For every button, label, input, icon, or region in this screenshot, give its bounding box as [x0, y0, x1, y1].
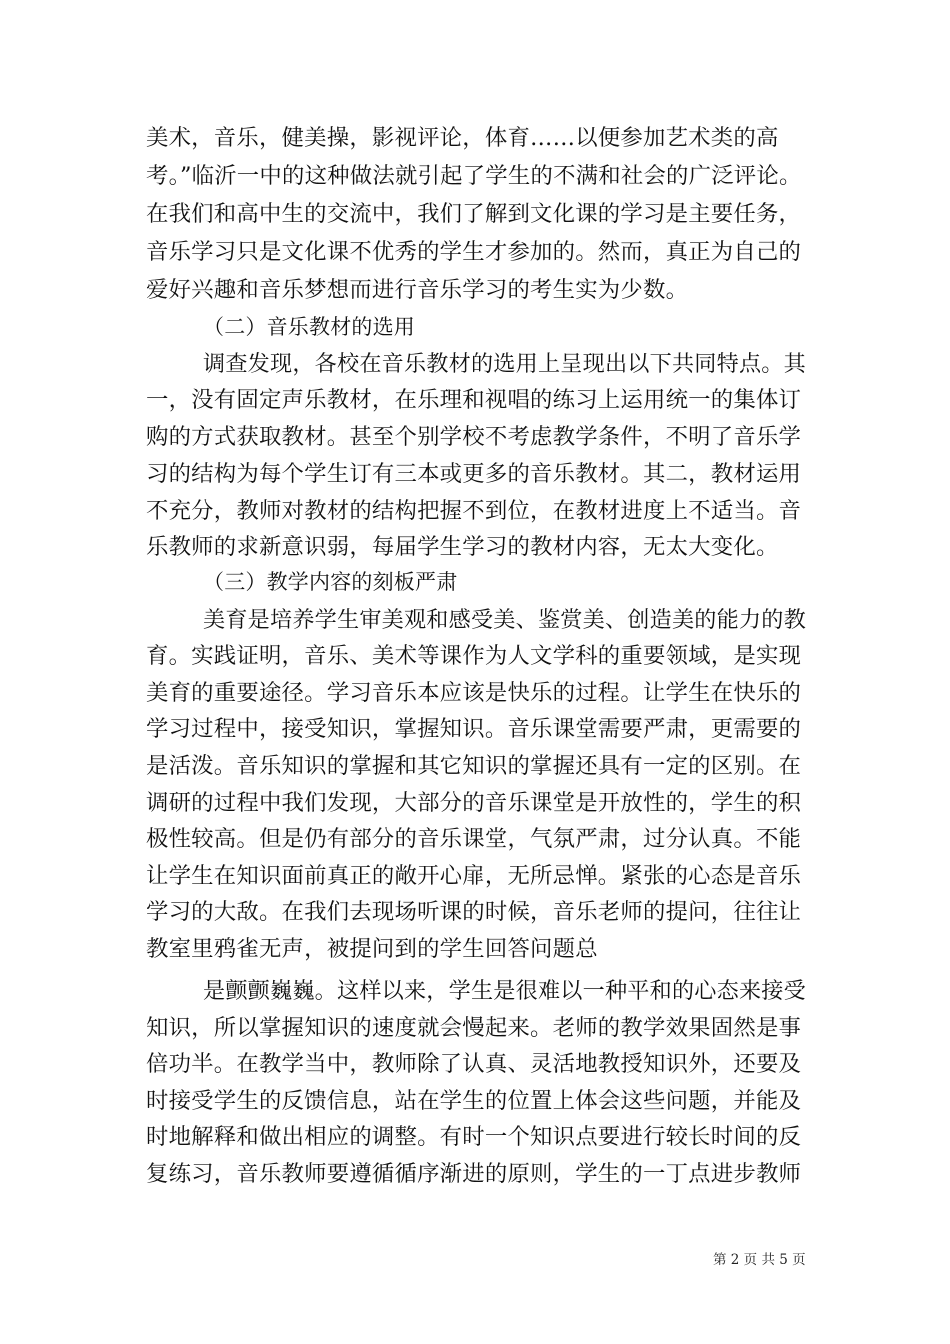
text-line: 是活泼。音乐知识的掌握和其它知识的掌握还具有一定的区别。在 [146, 753, 802, 779]
text-line: 乐教师的求新意识弱，每届学生学习的教材内容，无太大变化。 [146, 534, 779, 560]
text-line: 调研的过程中我们发现，大部分的音乐课堂是开放性的，学生的积 [146, 790, 802, 816]
section-heading: （二）音乐教材的选用 [203, 315, 415, 339]
text-line: 知识，所以掌握知识的速度就会慢起来。老师的教学效果固然是事 [146, 1015, 802, 1041]
text-line: 让学生在知识面前真正的敞开心扉，无所忌惮。紧张的心态是音乐 [146, 863, 802, 889]
text-line: 在我们和高中生的交流中，我们了解到文化课的学习是主要任务， [146, 201, 802, 227]
text-line: 美育的重要途径。学习音乐本应该是快乐的过程。让学生在快乐的 [146, 680, 802, 706]
paragraph-first-line: 是颤颤巍巍。这样以来，学生是很难以一种平和的心态来接受 [203, 978, 806, 1004]
text-line: 学习过程中，接受知识，掌握知识。音乐课堂需要严肃，更需要的 [146, 716, 802, 742]
paragraph-first-line: 调查发现，各校在音乐教材的选用上呈现出以下共同特点。其 [203, 351, 806, 377]
text-line: 时接受学生的反馈信息，站在学生的位置上体会这些问题，并能及 [146, 1088, 802, 1114]
page-number-footer: 第 2 页 共 5 页 [713, 1252, 806, 1268]
text-line: 购的方式获取教材。甚至个别学校不考虑教学条件，不明了音乐学 [146, 424, 802, 450]
text-line: 音乐学习只是文化课不优秀的学生才参加的。然而，真正为自己的 [146, 239, 802, 265]
text-line: 一，没有固定声乐教材，在乐理和视唱的练习上运用统一的集体订 [146, 387, 802, 413]
text-line: 时地解释和做出相应的调整。有时一个知识点要进行较长时间的反 [146, 1124, 802, 1150]
text-line: 美术，音乐，健美操，影视评论，体育……以便参加艺术类的高 [146, 125, 779, 151]
text-line: 复练习，音乐教师要遵循循序渐进的原则，学生的一丁点进步教师 [146, 1161, 802, 1187]
text-line: 学习的大敌。在我们去现场听课的时候，音乐老师的提问，往往让 [146, 899, 802, 925]
section-heading: （三）教学内容的刻板严肃 [203, 570, 458, 594]
text-line: 不充分，教师对教材的结构把握不到位，在教材进度上不适当。音 [146, 498, 802, 524]
text-line: 考。”临沂一中的这种做法就引起了学生的不满和社会的广泛评论。 [146, 163, 802, 189]
text-line: 育。实践证明，音乐、美术等课作为人文学科的重要领域，是实现 [146, 643, 802, 669]
paragraph-first-line: 美育是培养学生审美观和感受美、鉴赏美、创造美的能力的教 [203, 607, 806, 633]
text-line: 教室里鸦雀无声，被提问到的学生回答问题总 [146, 936, 598, 962]
text-line: 倍功半。在教学当中，教师除了认真、灵活地教授知识外，还要及 [146, 1051, 802, 1077]
text-line: 习的结构为每个学生订有三本或更多的音乐教材。其二，教材运用 [146, 461, 802, 487]
text-line: 爱好兴趣和音乐梦想而进行音乐学习的考生实为少数。 [146, 277, 689, 303]
text-line: 极性较高。但是仍有部分的音乐课堂，气氛严肃，过分认真。不能 [146, 826, 802, 852]
